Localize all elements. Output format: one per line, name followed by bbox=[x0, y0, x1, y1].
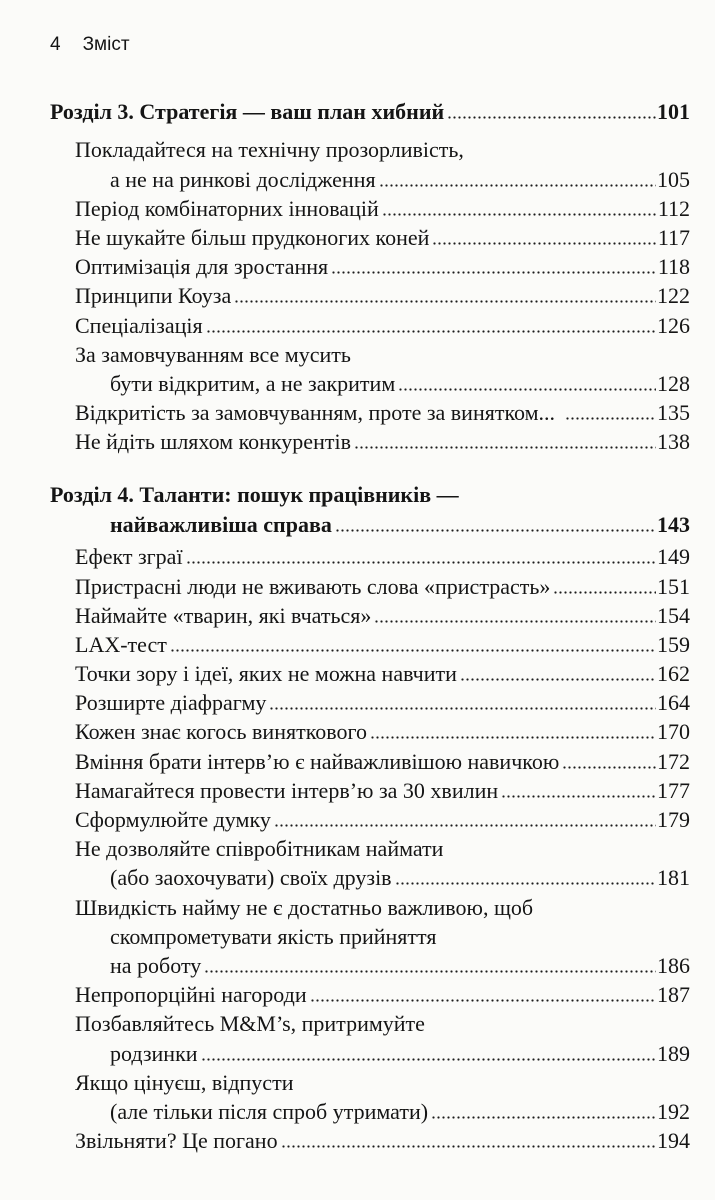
toc-entry-page-number: 194 bbox=[657, 1128, 690, 1154]
dot-leader bbox=[281, 1145, 656, 1148]
dot-leader bbox=[335, 529, 656, 532]
toc-entry-title: Не йдіть шляхом конкурентів bbox=[75, 429, 351, 455]
toc-entry bbox=[50, 194, 690, 223]
toc-entry-row bbox=[50, 1126, 690, 1155]
toc-entry bbox=[50, 281, 690, 310]
dot-leader bbox=[460, 678, 656, 681]
section-heading bbox=[50, 510, 690, 539]
toc-entry-page-number: 186 bbox=[657, 952, 690, 978]
toc-entry-title: LAX-тест bbox=[75, 631, 167, 657]
toc-entry-title: Кожен знає когось виняткового bbox=[75, 719, 367, 745]
dot-leader bbox=[432, 242, 656, 245]
toc-entry-title-line: За замовчуванням все мусить bbox=[75, 341, 351, 367]
toc-entry-title: Розширте діафрагму bbox=[75, 690, 267, 716]
section-heading bbox=[50, 97, 690, 126]
toc-entry-page-number: 135 bbox=[657, 400, 690, 426]
toc-entry bbox=[50, 252, 690, 281]
toc-entry bbox=[50, 542, 690, 571]
toc-entry-page-number: 105 bbox=[657, 166, 690, 192]
toc-entry bbox=[50, 659, 690, 688]
toc-entry-row bbox=[50, 805, 690, 834]
section-page-number: 143 bbox=[657, 511, 690, 537]
toc-entry bbox=[50, 340, 690, 398]
dot-leader bbox=[370, 736, 656, 739]
toc-entry-title-line: Не дозволяйте співробітникам наймати bbox=[75, 836, 444, 862]
toc-entry-row bbox=[50, 601, 690, 630]
dot-leader bbox=[565, 417, 656, 420]
toc-entry-title: Оптимізація для зростання bbox=[75, 254, 329, 280]
dot-leader bbox=[206, 330, 656, 333]
toc-entry-page-number: 170 bbox=[657, 719, 690, 745]
toc-entry-title-line: Швидкість найму не є достатньо важливою, щоб bbox=[75, 894, 534, 920]
toc-entry-page-number: 154 bbox=[657, 602, 690, 628]
toc-entry-page-number: 172 bbox=[657, 748, 690, 774]
toc-entry-title: Звільняти? Це погано bbox=[75, 1128, 278, 1154]
toc-entry bbox=[50, 223, 690, 252]
toc-entry bbox=[50, 717, 690, 746]
toc-entry-title: Намагайтеся провести інтерв’ю за 30 хвилин bbox=[75, 777, 499, 803]
toc-entry bbox=[50, 747, 690, 776]
toc-entry-row bbox=[50, 311, 690, 340]
running-head bbox=[50, 31, 130, 59]
dot-leader bbox=[234, 300, 656, 303]
toc-entry bbox=[50, 688, 690, 717]
toc-entry-page-number: 126 bbox=[657, 312, 690, 338]
dot-leader bbox=[354, 446, 656, 449]
dot-leader bbox=[331, 271, 657, 274]
toc-entry bbox=[50, 893, 690, 981]
section-heading-title: найважливіша справа bbox=[110, 511, 332, 537]
toc-entry-row bbox=[50, 863, 690, 892]
toc-entry bbox=[50, 776, 690, 805]
toc-entry-title: бути відкритим, а не закритим bbox=[110, 370, 396, 396]
toc-entry-title-line: Покладайтеся на технічну прозорливість, bbox=[75, 137, 464, 163]
dot-leader bbox=[379, 184, 656, 187]
toc-entry-row bbox=[50, 165, 690, 194]
dot-leader bbox=[447, 116, 656, 119]
toc-entry-row bbox=[50, 281, 690, 310]
dot-leader bbox=[553, 591, 656, 594]
dot-leader bbox=[204, 970, 656, 973]
dot-leader bbox=[501, 795, 656, 798]
dot-leader bbox=[201, 1058, 656, 1061]
dot-leader bbox=[170, 649, 656, 652]
toc-entry-page-number: 149 bbox=[657, 544, 690, 570]
toc-entry-row bbox=[50, 398, 690, 427]
toc-entry-row bbox=[50, 252, 690, 281]
toc-entry-row bbox=[50, 369, 690, 398]
dot-leader bbox=[186, 561, 656, 564]
toc-entry-row bbox=[50, 194, 690, 223]
toc-entry-title: (або заохочувати) своїх друзів bbox=[110, 865, 392, 891]
dot-leader bbox=[310, 999, 656, 1002]
toc-entry-title: Не шукайте більш прудконогих коней bbox=[75, 224, 430, 250]
toc-entry-title: на роботу bbox=[110, 952, 202, 978]
toc-entry bbox=[50, 630, 690, 659]
toc-entry bbox=[50, 311, 690, 340]
toc-section-4 bbox=[50, 480, 690, 1155]
toc-entry-page-number: 159 bbox=[657, 631, 690, 657]
toc-entry-title: Відкритість за замовчуванням, проте за винятком... bbox=[75, 400, 556, 426]
toc-entry bbox=[50, 834, 690, 892]
toc-entry-row bbox=[50, 1039, 690, 1068]
toc-entry-title: а не на ринкові дослідження bbox=[110, 166, 376, 192]
dot-leader bbox=[398, 388, 656, 391]
toc-entry-row bbox=[50, 427, 690, 456]
toc-entry-title: Вміння брати інтерв’ю є найважливішою навичкою bbox=[75, 748, 560, 774]
toc-entry-page-number: 118 bbox=[657, 254, 690, 280]
dot-leader bbox=[382, 213, 657, 216]
toc-section-3 bbox=[50, 97, 690, 456]
toc-entry-page-number: 138 bbox=[657, 429, 690, 455]
toc-entry bbox=[50, 572, 690, 601]
toc-entry-title: Ефект зграї bbox=[75, 544, 183, 570]
toc-entry-row bbox=[50, 980, 690, 1009]
toc-entry-page-number: 189 bbox=[657, 1040, 690, 1066]
toc-entry-row bbox=[50, 1097, 690, 1126]
dot-leader bbox=[269, 707, 656, 710]
toc-entry-row bbox=[50, 717, 690, 746]
dot-leader bbox=[395, 882, 656, 885]
toc-entry-page-number: 117 bbox=[657, 224, 690, 250]
toc-entry bbox=[50, 1009, 690, 1067]
toc-entry-page-number: 192 bbox=[657, 1098, 690, 1124]
dot-leader bbox=[431, 1116, 656, 1119]
toc-entry-page-number: 164 bbox=[657, 690, 690, 716]
toc-entry-row bbox=[50, 630, 690, 659]
toc-entry-page-number: 162 bbox=[657, 661, 690, 687]
toc-entry bbox=[50, 601, 690, 630]
toc-entry-title: Сформулюйте думку bbox=[75, 807, 271, 833]
toc-entry-title: Непропорційні нагороди bbox=[75, 982, 307, 1008]
toc-entry-row bbox=[50, 688, 690, 717]
toc-entry-row bbox=[50, 659, 690, 688]
dot-leader bbox=[274, 824, 656, 827]
toc-entry-title: родзинки bbox=[110, 1040, 198, 1066]
toc-entry-title: Точки зору і ідеї, яких не можна навчити bbox=[75, 661, 457, 687]
toc-entry-title-line: Позбавляйтесь M&M’s, притримуйте bbox=[75, 1011, 425, 1037]
section-heading-line: Розділ 4. Таланти: пошук працівників — bbox=[50, 482, 459, 508]
dot-leader bbox=[374, 620, 656, 623]
toc-entry bbox=[50, 135, 690, 193]
toc-entry-row bbox=[50, 223, 690, 252]
toc-entry-title-line: Якщо цінуєш, відпусти bbox=[75, 1069, 294, 1095]
toc-entry bbox=[50, 1126, 690, 1155]
folio-page-number: 4 bbox=[50, 34, 61, 55]
running-head-title: Зміст bbox=[82, 34, 130, 55]
toc-entry bbox=[50, 427, 690, 456]
toc-entry-page-number: 181 bbox=[657, 865, 690, 891]
toc-entry-row bbox=[50, 951, 690, 980]
toc-entry-title: Пристрасні люди не вживають слова «пристрасть» bbox=[75, 573, 551, 599]
toc-entry-page-number: 112 bbox=[657, 195, 690, 221]
toc-entry-page-number: 177 bbox=[657, 777, 690, 803]
toc-entry-row bbox=[50, 542, 690, 571]
toc-entry bbox=[50, 398, 690, 427]
section-page-number: 101 bbox=[657, 99, 690, 125]
toc-entry-page-number: 187 bbox=[657, 982, 690, 1008]
toc-entry-page-number: 128 bbox=[657, 370, 690, 396]
dot-leader bbox=[562, 766, 656, 769]
toc-entry-row bbox=[50, 776, 690, 805]
toc-entry bbox=[50, 1068, 690, 1126]
toc-entry-row bbox=[50, 572, 690, 601]
toc-entry-title: (але тільки після спроб утримати) bbox=[110, 1098, 429, 1124]
toc-entry-title-line: скомпрометувати якість прийняття bbox=[110, 923, 437, 949]
toc-entry-title: Принципи Коуза bbox=[75, 283, 232, 309]
toc-entry-title: Спеціалізація bbox=[75, 312, 203, 338]
toc-entry-title: Період комбінаторних інновацій bbox=[75, 195, 379, 221]
toc-entry bbox=[50, 805, 690, 834]
section-heading-title: Розділ 3. Стратегія — ваш план хибний bbox=[50, 99, 445, 125]
toc-entry-row bbox=[50, 747, 690, 776]
toc-entry-page-number: 122 bbox=[657, 283, 690, 309]
toc-entry-page-number: 179 bbox=[657, 807, 690, 833]
toc-entry bbox=[50, 980, 690, 1009]
toc-entry-page-number: 151 bbox=[657, 573, 690, 599]
toc-entry-title: Наймайте «тварин, які вчаться» bbox=[75, 602, 372, 628]
